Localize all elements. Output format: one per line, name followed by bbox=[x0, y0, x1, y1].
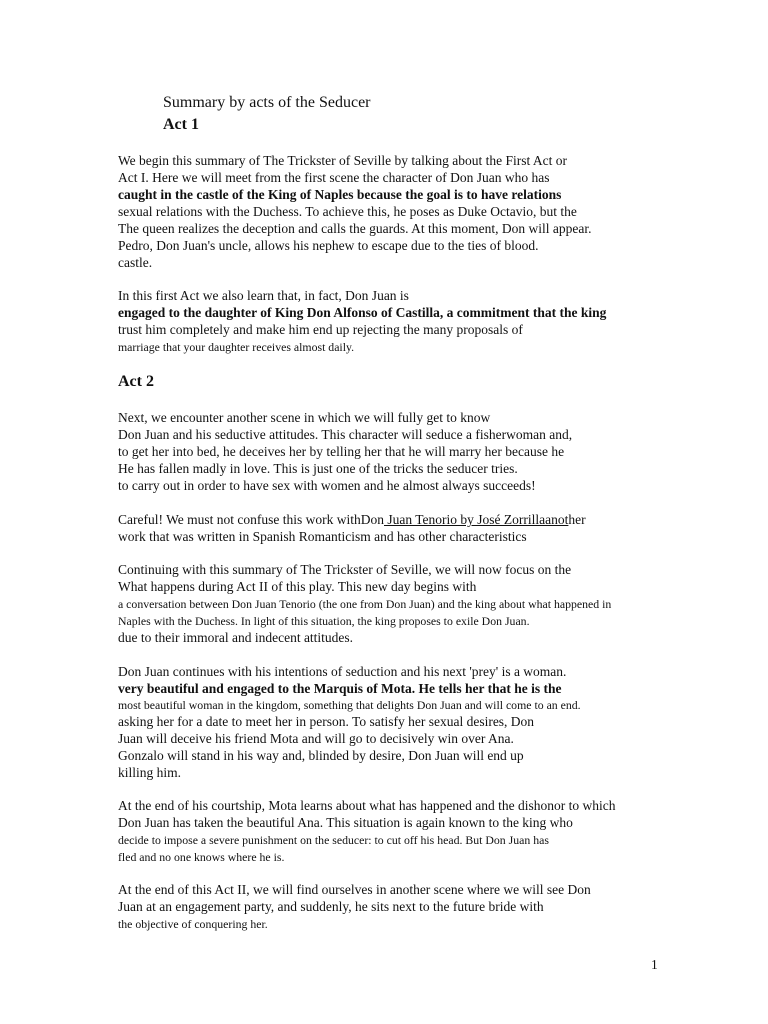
text-line: What happens during Act II of this play. This new day begins with bbox=[118, 579, 477, 594]
text-segment: Careful! We must not confuse this work withDon bbox=[118, 512, 384, 527]
text-line: At the end of his courtship, Mota learns about what has happened and the dishonor to which bbox=[118, 798, 616, 813]
text-line: caught in the castle of the King of Naples because the goal is to have relations bbox=[118, 187, 562, 202]
text-line: asking her for a date to meet her in person. To satisfy her sexual desires, Don bbox=[118, 714, 535, 729]
text-line: At the end of this Act II, we will find ourselves in another scene where we will see Don bbox=[118, 882, 591, 897]
text-line bbox=[118, 512, 586, 528]
text-line: We begin this summary of The Trickster of Seville by talking about the First Act or bbox=[118, 153, 567, 168]
text-line: Next, we encounter another scene in which we will fully get to know bbox=[118, 410, 491, 425]
text-line: Naples with the Duchess. In light of this situation, the king proposes to exile Don Juan. bbox=[118, 614, 530, 628]
text-segment: her bbox=[568, 512, 586, 527]
text-line: Juan at an engagement party, and suddenly, he sits next to the future bride with bbox=[118, 899, 544, 914]
text-line: a conversation between Don Juan Tenorio (the one from Don Juan) and the king about what happened in bbox=[118, 597, 612, 611]
text-line: Don Juan continues with his intentions of seduction and his next 'prey' is a woman. bbox=[118, 664, 567, 679]
text-line: marriage that your daughter receives almost daily. bbox=[118, 340, 355, 354]
document-title: Summary by acts of the Seducer bbox=[163, 94, 371, 111]
text-line: Act I. Here we will meet from the first scene the character of Don Juan who has bbox=[118, 170, 550, 185]
text-line: castle. bbox=[118, 255, 153, 270]
text-line: Gonzalo will stand in his way and, blinded by desire, Don Juan will end up bbox=[118, 748, 524, 763]
text-line: trust him completely and make him end up rejecting the many proposals of bbox=[118, 322, 523, 337]
act1-heading: Act 1 bbox=[163, 116, 199, 133]
text-line: very beautiful and engaged to the Marquis of Mota. He tells her that he is the bbox=[118, 681, 562, 696]
text-line: Don Juan and his seductive attitudes. This character will seduce a fisherwoman and, bbox=[118, 427, 573, 442]
text-line: killing him. bbox=[118, 765, 182, 780]
act2-heading: Act 2 bbox=[118, 373, 154, 390]
text-line: Don Juan has taken the beautiful Ana. This situation is again known to the king who bbox=[118, 815, 573, 830]
text-line: work that was written in Spanish Romanticism and has other characteristics bbox=[118, 529, 527, 544]
page-number: 1 bbox=[651, 957, 658, 972]
text-line: Juan will deceive his friend Mota and will go to decisively win over Ana. bbox=[118, 731, 514, 746]
text-line: the objective of conquering her. bbox=[118, 917, 268, 931]
text-line: Continuing with this summary of The Trickster of Seville, we will now focus on the bbox=[118, 562, 572, 577]
text-line: sexual relations with the Duchess. To achieve this, he poses as Duke Octavio, but the bbox=[118, 204, 577, 219]
text-line: Pedro, Don Juan's uncle, allows his nephew to escape due to the ties of blood. bbox=[118, 238, 539, 253]
text-line: The queen realizes the deception and calls the guards. At this moment, Don will appear. bbox=[118, 221, 592, 236]
text-line: decide to impose a severe punishment on the seducer: to cut off his head. But Don Juan has bbox=[118, 833, 549, 847]
text-line: to carry out in order to have sex with women and he almost always succeeds! bbox=[118, 478, 536, 493]
text-line: to get her into bed, he deceives her by telling her that he will marry her because he bbox=[118, 444, 565, 459]
text-line: engaged to the daughter of King Don Alfonso of Castilla, a commitment that the king bbox=[118, 305, 607, 320]
text-line: most beautiful woman in the kingdom, something that delights Don Juan and will come to an end. bbox=[118, 698, 581, 712]
text-line: due to their immoral and indecent attitudes. bbox=[118, 630, 354, 645]
link-don-juan-tenorio[interactable]: Juan Tenorio by José Zorrillaanot bbox=[384, 512, 569, 527]
text-line: fled and no one knows where he is. bbox=[118, 850, 285, 864]
text-line: He has fallen madly in love. This is just one of the tricks the seducer tries. bbox=[118, 461, 518, 476]
text-line: In this first Act we also learn that, in fact, Don Juan is bbox=[118, 288, 409, 303]
